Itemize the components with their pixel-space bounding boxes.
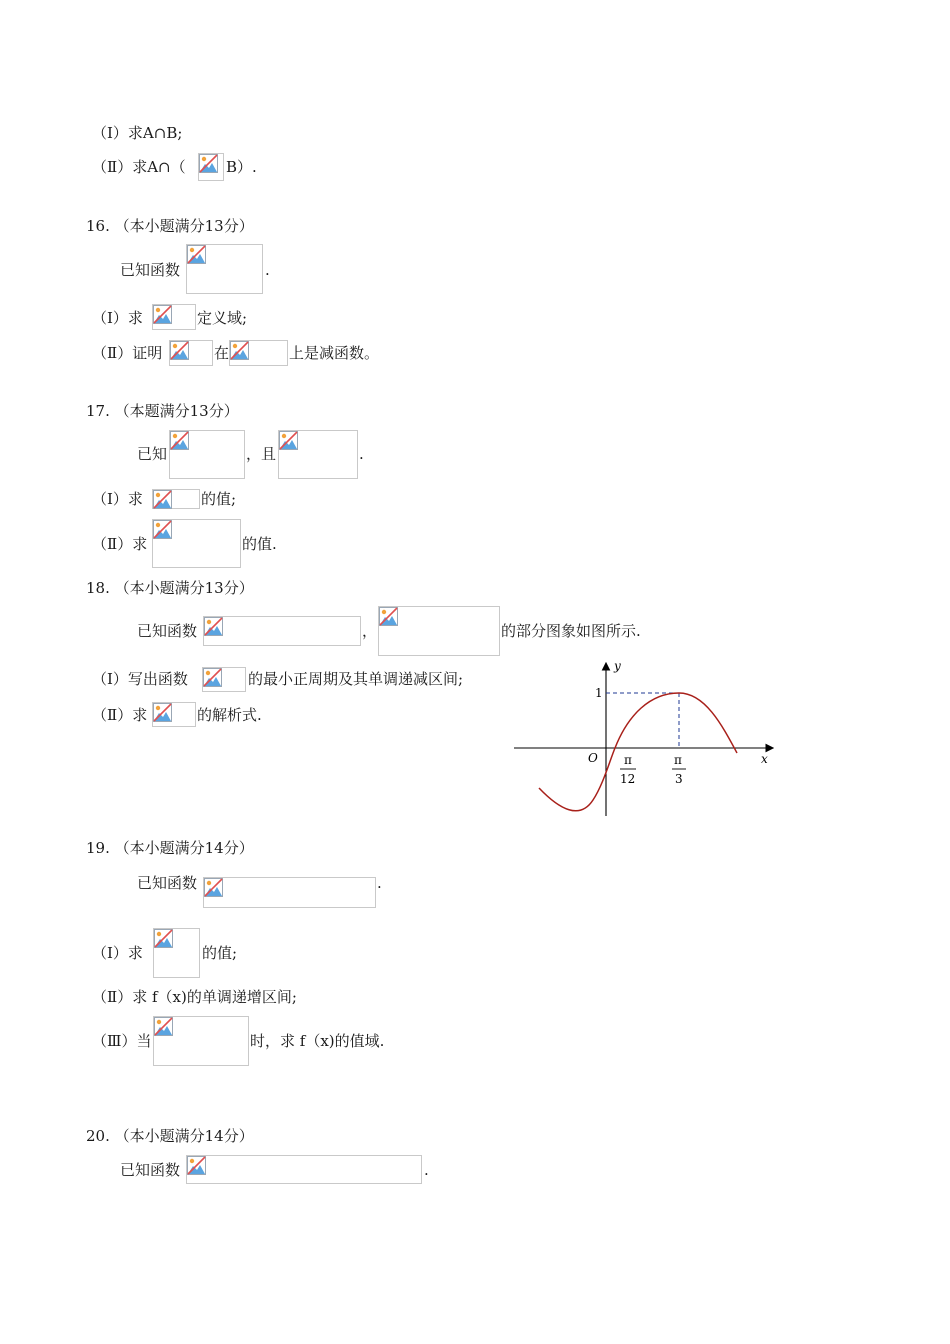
broken-image-icon — [203, 668, 222, 687]
broken-image-icon — [187, 1156, 206, 1175]
q17-intro: 已知 — [137, 445, 168, 463]
q17-part2-suffix: 的值. — [242, 535, 277, 553]
formula-image — [153, 928, 200, 978]
q20-header: 20. （本小题满分14分） — [86, 1127, 254, 1145]
q15-part1: （Ⅰ）求A∩B; — [92, 124, 183, 142]
broken-image-icon — [153, 490, 172, 509]
q16-part2-mid: 在 — [214, 344, 230, 362]
q18-part1-suffix: 的最小正周期及其单调递减区间; — [248, 670, 464, 688]
broken-image-icon — [170, 431, 189, 450]
q18-intro: 已知函数 — [137, 622, 198, 640]
q19-part3-suffix: 时，求 f（x)的值域. — [250, 1032, 385, 1050]
origin-label: O — [588, 751, 598, 765]
x-tick1-denominator: 12 — [620, 772, 636, 786]
q20-intro-end: . — [424, 1161, 429, 1179]
y-tick-label: 1 — [595, 686, 603, 700]
q17-intro-mid: ，且 — [246, 445, 277, 463]
q18-part2-prefix: （Ⅱ）求 — [92, 706, 148, 724]
formula-image — [152, 489, 200, 509]
broken-image-icon — [199, 154, 218, 173]
q19-part2: （Ⅱ）求 f（x)的单调递增区间; — [92, 988, 297, 1006]
q19-part1-prefix: （Ⅰ）求 — [92, 944, 143, 962]
formula-image — [203, 616, 361, 646]
x-tick2-denominator: 3 — [675, 772, 683, 786]
formula-image — [169, 340, 213, 366]
q19-part3-prefix: （Ⅲ）当 — [92, 1032, 152, 1050]
q16-part1-prefix: （Ⅰ）求 — [92, 309, 143, 327]
q19-part1-suffix: 的值; — [202, 944, 238, 962]
q16-part1-suffix: 定义域; — [197, 309, 248, 327]
broken-image-icon — [154, 929, 173, 948]
broken-image-icon — [379, 607, 398, 626]
broken-image-icon — [170, 341, 189, 360]
formula-image — [202, 667, 246, 692]
formula-image — [198, 153, 224, 181]
q19-intro-end: . — [377, 874, 382, 892]
q18-header: 18. （本小题满分13分） — [86, 579, 254, 597]
sine-graph-figure — [500, 650, 790, 825]
q16-intro: 已知函数 — [120, 261, 181, 279]
q15-part2-prefix: （Ⅱ）求A∩（ — [92, 158, 186, 176]
formula-image — [229, 340, 288, 366]
broken-image-icon — [187, 245, 206, 264]
broken-image-icon — [204, 617, 223, 636]
q18-part1-prefix: （Ⅰ）写出函数 — [92, 670, 188, 688]
q18-intro-end: 的部分图象如图所示. — [501, 622, 641, 640]
formula-image — [152, 519, 241, 568]
formula-image — [278, 430, 358, 479]
broken-image-icon — [153, 305, 172, 324]
formula-image — [203, 877, 376, 908]
q17-intro-end: . — [359, 445, 364, 463]
x-axis-label: x — [761, 752, 768, 766]
q17-part1-prefix: （Ⅰ）求 — [92, 490, 143, 508]
q16-part2-suffix: 上是减函数。 — [289, 344, 380, 362]
broken-image-icon — [154, 1017, 173, 1036]
q17-part2-prefix: （Ⅱ）求 — [92, 535, 148, 553]
x-tick1-numerator: π — [624, 753, 632, 767]
q20-intro: 已知函数 — [120, 1161, 181, 1179]
q17-part1-suffix: 的值; — [201, 490, 237, 508]
formula-image — [186, 1155, 422, 1184]
formula-image — [169, 430, 245, 479]
broken-image-icon — [153, 703, 172, 722]
formula-image — [378, 606, 500, 656]
q17-header: 17. （本题满分13分） — [86, 402, 239, 420]
formula-image — [152, 304, 196, 330]
q19-intro: 已知函数 — [137, 874, 198, 892]
q18-intro-mid: ， — [362, 622, 378, 640]
broken-image-icon — [230, 341, 249, 360]
broken-image-icon — [279, 431, 298, 450]
x-tick2-numerator: π — [674, 753, 682, 767]
q15-part2-suffix: B）. — [226, 158, 257, 176]
sine-curve — [539, 693, 737, 811]
q18-part2-suffix: 的解析式. — [197, 706, 262, 724]
q16-part2-prefix: （Ⅱ）证明 — [92, 344, 163, 362]
y-axis-label: y — [614, 659, 621, 673]
formula-image — [186, 244, 263, 294]
q16-intro-end: . — [265, 261, 270, 279]
formula-image — [152, 702, 196, 727]
formula-image — [153, 1016, 249, 1066]
broken-image-icon — [153, 520, 172, 539]
q16-header: 16. （本小题满分13分） — [86, 217, 254, 235]
q19-header: 19. （本小题满分14分） — [86, 839, 254, 857]
broken-image-icon — [204, 878, 223, 897]
